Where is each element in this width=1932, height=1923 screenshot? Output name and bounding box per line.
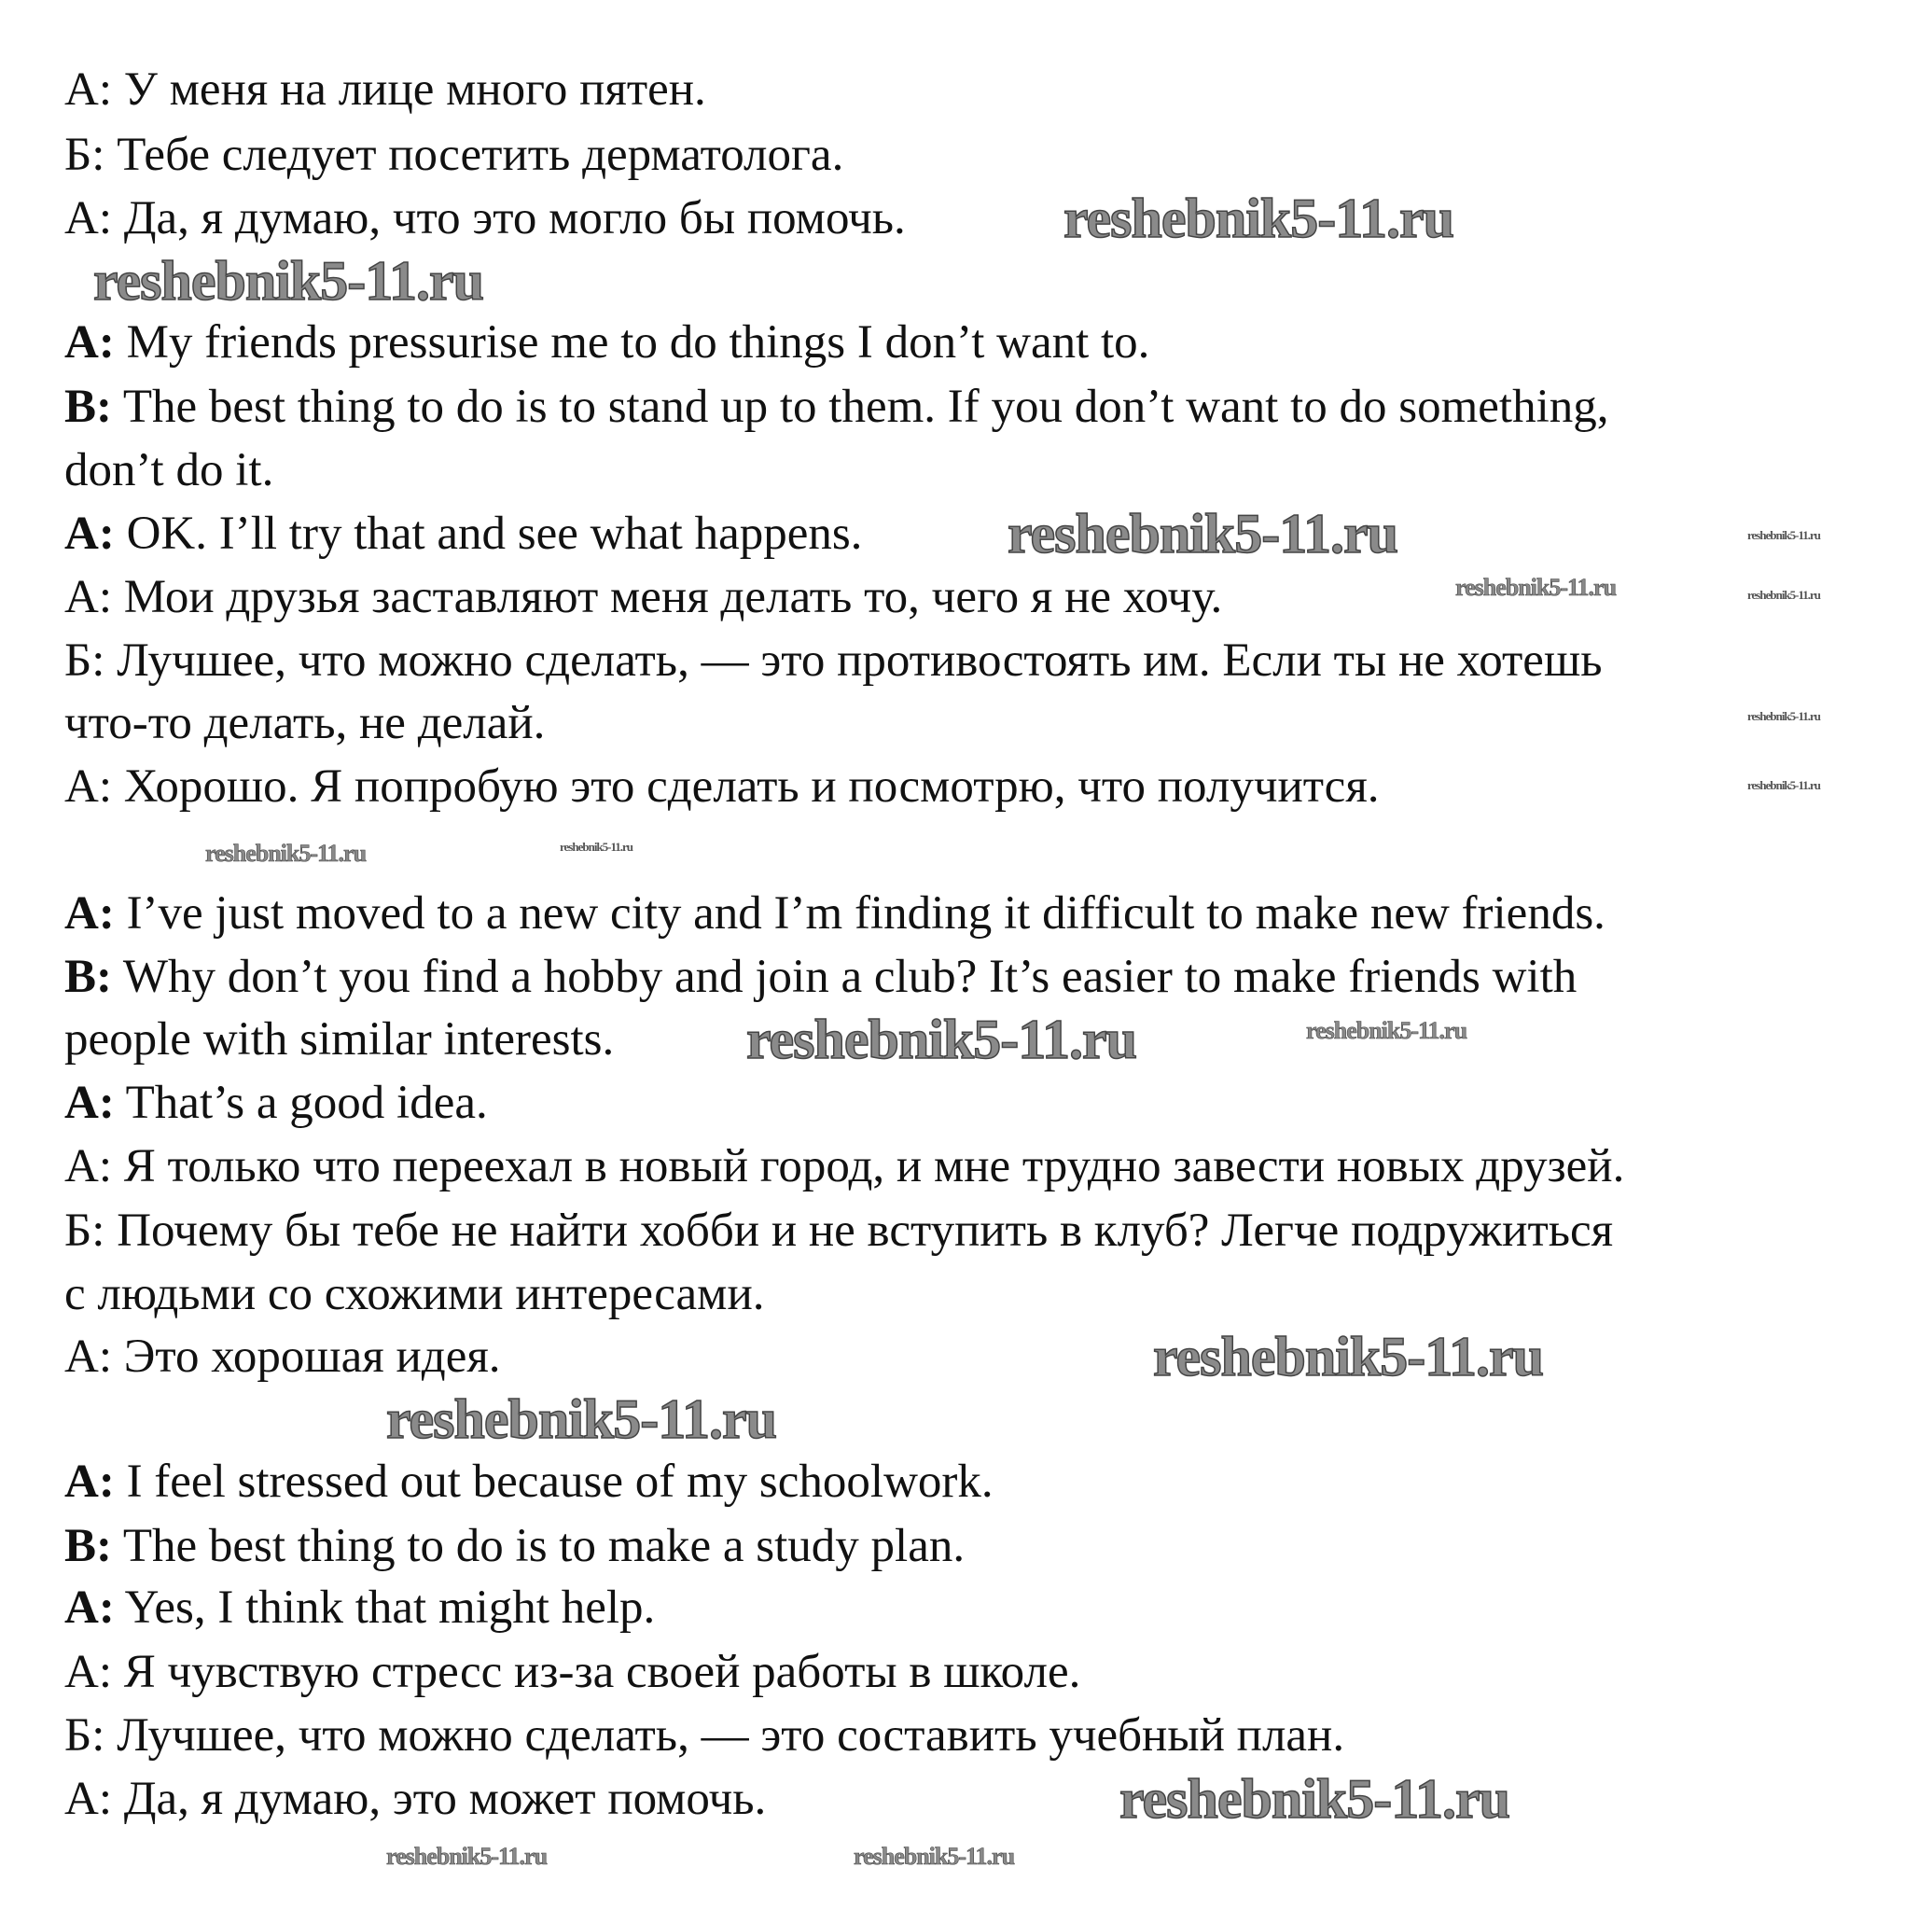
dialogue-line bbox=[64, 187, 906, 250]
watermark: reshebnik5-11.ru bbox=[1747, 588, 1821, 602]
speaker-label: А: bbox=[64, 760, 112, 813]
speaker-label: B: bbox=[64, 381, 112, 433]
line-text: Лучшее, что можно сделать, — это составить учебный план. bbox=[104, 1709, 1345, 1762]
line-text: I feel stressed out because of my schoolwork. bbox=[114, 1456, 994, 1508]
line-text: Yes, I think that might help. bbox=[114, 1582, 656, 1634]
line-text: Да, я думаю, что это могло бы помочь. bbox=[112, 192, 906, 244]
line-text: что-то делать, не делай. bbox=[64, 697, 546, 749]
line-text: Это хорошая идея. bbox=[112, 1331, 501, 1383]
speaker-label: А: bbox=[64, 1773, 112, 1825]
line-text: Лучшее, что можно сделать, — это противостоять им. Если ты не хотешь bbox=[104, 634, 1603, 687]
speaker-label: A: bbox=[64, 887, 115, 940]
watermark: reshebnik5-11.ru bbox=[386, 1843, 548, 1870]
line-text: OK. I’ll try that and see what happens. bbox=[114, 508, 863, 560]
speaker-label: А: bbox=[64, 63, 112, 116]
dialogue-line bbox=[64, 1450, 994, 1513]
watermark: reshebnik5-11.ru bbox=[854, 1843, 1015, 1870]
dialogue-line bbox=[64, 1767, 766, 1831]
line-text: Why don’t you find a hobby and join a club? It’s easier to make friends with bbox=[112, 951, 1578, 1003]
line-text: That’s a good idea. bbox=[114, 1077, 488, 1129]
speaker-label: А: bbox=[64, 1646, 112, 1698]
speaker-label: A: bbox=[64, 1582, 115, 1634]
watermark: reshebnik5-11.ru bbox=[386, 1388, 776, 1450]
line-text: с людьми со схожими интересами. bbox=[64, 1268, 765, 1320]
dialogue-line bbox=[64, 1576, 655, 1639]
speaker-label: Б: bbox=[64, 1205, 105, 1257]
dialogue-line bbox=[64, 123, 843, 187]
dialogue-line bbox=[64, 1704, 1344, 1767]
dialogue-line bbox=[64, 629, 1602, 692]
dialogue-line bbox=[64, 1199, 1613, 1262]
line-text: Да, я думаю, это может помочь. bbox=[112, 1773, 767, 1825]
watermark: reshebnik5-11.ru bbox=[560, 840, 633, 854]
watermark: reshebnik5-11.ru bbox=[1119, 1768, 1509, 1830]
dialogue-line bbox=[64, 945, 1577, 1009]
line-text: The best thing to do is to stand up to them. If you don’t want to do something, bbox=[112, 381, 1609, 433]
watermark: reshebnik5-11.ru bbox=[1747, 528, 1821, 542]
dialogue-line bbox=[64, 439, 273, 502]
watermark: reshebnik5-11.ru bbox=[93, 250, 483, 312]
dialogue-line bbox=[64, 565, 1222, 629]
watermark: reshebnik5-11.ru bbox=[746, 1009, 1136, 1070]
line-text: Почему бы тебе не найти хобби и не вступить в клуб? Легче подружиться bbox=[104, 1205, 1614, 1257]
line-text: Я только что переехал в новый город, и мне трудно завести новых друзей. bbox=[112, 1140, 1625, 1192]
watermark: reshebnik5-11.ru bbox=[1747, 709, 1821, 723]
dialogue-line bbox=[64, 1071, 488, 1135]
line-text: I’ve just moved to a new city and I’m finding it difficult to make new friends. bbox=[114, 887, 1605, 940]
line-text: people with similar interests. bbox=[64, 1013, 615, 1066]
line-text: Хорошо. Я попробую это сделать и посмотрю, что получится. bbox=[112, 760, 1380, 813]
speaker-label: А: bbox=[64, 1331, 112, 1383]
dialogue-line bbox=[64, 1262, 764, 1326]
speaker-label: А: bbox=[64, 571, 112, 623]
line-text: Тебе следует посетить дерматолога. bbox=[104, 129, 844, 181]
watermark: reshebnik5-11.ru bbox=[1063, 188, 1453, 249]
speaker-label: A: bbox=[64, 1077, 115, 1129]
speaker-label: A: bbox=[64, 508, 115, 560]
dialogue-line bbox=[64, 1008, 614, 1071]
speaker-label: А: bbox=[64, 192, 112, 244]
line-text: The best thing to do is to make a study plan. bbox=[112, 1520, 966, 1572]
dialogue-line bbox=[64, 755, 1380, 818]
dialogue-line bbox=[64, 375, 1609, 439]
dialogue-line bbox=[64, 882, 1605, 945]
dialogue-line bbox=[64, 1514, 965, 1578]
speaker-label: B: bbox=[64, 1520, 112, 1572]
dialogue-line bbox=[64, 1135, 1624, 1198]
speaker-label: Б: bbox=[64, 1709, 105, 1762]
dialogue-line bbox=[64, 58, 706, 121]
speaker-label: Б: bbox=[64, 129, 105, 181]
dialogue-line bbox=[64, 502, 862, 565]
watermark: reshebnik5-11.ru bbox=[1306, 1017, 1467, 1044]
speaker-label: Б: bbox=[64, 634, 105, 687]
line-text: My friends pressurise me to do things I don’t want to. bbox=[114, 316, 1150, 369]
dialogue-line bbox=[64, 1640, 1080, 1704]
speaker-label: B: bbox=[64, 951, 112, 1003]
dialogue-line bbox=[64, 691, 545, 755]
watermark: reshebnik5-11.ru bbox=[1008, 503, 1397, 564]
watermark: reshebnik5-11.ru bbox=[205, 840, 367, 867]
speaker-label: A: bbox=[64, 1456, 115, 1508]
watermark: reshebnik5-11.ru bbox=[1455, 574, 1617, 601]
watermark: reshebnik5-11.ru bbox=[1747, 778, 1821, 792]
dialogue-line bbox=[64, 311, 1149, 374]
speaker-label: A: bbox=[64, 316, 115, 369]
dialogue-line bbox=[64, 1325, 501, 1388]
line-text: У меня на лице много пятен. bbox=[112, 63, 706, 116]
line-text: don’t do it. bbox=[64, 444, 274, 496]
line-text: Я чувствую стресс из-за своей работы в школе. bbox=[112, 1646, 1081, 1698]
watermark: reshebnik5-11.ru bbox=[1153, 1326, 1543, 1387]
speaker-label: А: bbox=[64, 1140, 112, 1192]
line-text: Мои друзья заставляют меня делать то, чего я не хочу. bbox=[112, 571, 1223, 623]
